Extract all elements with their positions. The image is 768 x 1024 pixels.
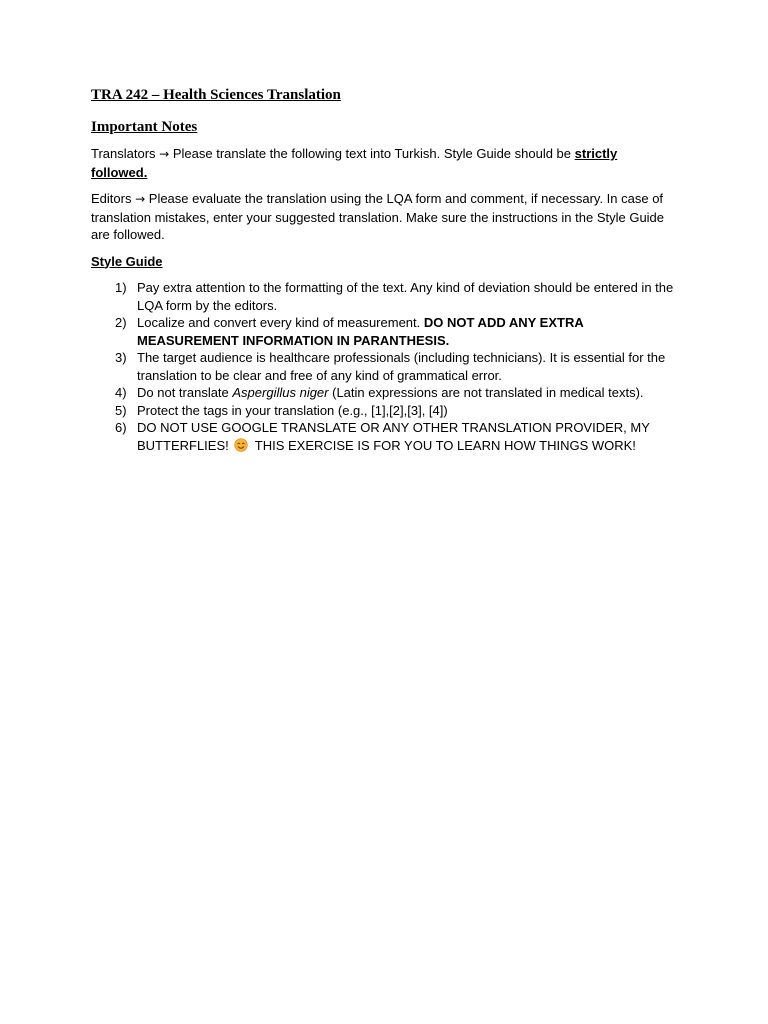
list-item (91, 349, 676, 384)
translators-label: Translators (91, 146, 156, 161)
arrow-right-icon: → (159, 147, 170, 161)
list-item (91, 402, 676, 420)
list-number: 1) (115, 280, 127, 295)
list-item-text: DO NOT USE GOOGLE TRANSLATE OR ANY OTHER TRANSLATION PROVIDER, MY BUTTERFLIES! (137, 420, 650, 453)
list-number: 5) (115, 402, 127, 418)
list-item (91, 384, 676, 402)
list-item (91, 279, 676, 314)
style-guide-list (91, 279, 676, 454)
editors-text: Please evaluate the translation using the LQA form and comment, if necessary. In case of translation mistakes, enter your suggested translation. Make sure the instructions in the Style Guide are followed. (91, 191, 665, 242)
list-item-italic: Aspergillus niger (232, 385, 329, 400)
arrow-right-icon: → (135, 192, 146, 206)
list-item (91, 314, 676, 349)
list-item-text-end: (Latin expressions are not translated in medical texts). (328, 385, 644, 400)
list-item-text: Protect the tags in your translation (e.g., [1],[2],[3], [4]) (137, 402, 448, 418)
translators-text: Please translate the following text into Turkish. Style Guide should be (169, 146, 575, 161)
emoji-face (235, 438, 248, 451)
editors-note (91, 190, 676, 244)
list-number: 2) (115, 315, 127, 330)
smiley-emoji-icon (234, 438, 248, 452)
list-item-text: Localize and convert every kind of measurement. (137, 315, 424, 330)
important-notes-heading: Important Notes (91, 119, 198, 135)
style-guide-heading: Style Guide (91, 253, 163, 269)
translators-note (91, 145, 676, 181)
list-item (91, 419, 676, 454)
translators-emphasis: strictly followed. (91, 146, 618, 180)
list-item-text: Do not translate (137, 385, 233, 400)
list-item-text: The target audience is healthcare professionals (including technicians). It is essential for the translation to be clear and free of any kind of grammatical error. (137, 350, 666, 383)
list-number: 4) (115, 385, 127, 400)
list-item-text-end: THIS EXERCISE IS FOR YOU TO LEARN HOW THINGS WORK! (254, 437, 636, 453)
list-item-text: Pay extra attention to the formatting of the text. Any kind of deviation should be entered in the LQA form by the editors. (137, 280, 674, 313)
list-number: 6) (115, 420, 127, 435)
list-number: 3) (115, 350, 127, 365)
document-page (91, 85, 676, 454)
list-item-bold: DO NOT ADD ANY EXTRA MEASUREMENT INFORMATION IN PARANTHESIS. (137, 315, 584, 348)
document-title: TRA 242 – Health Sciences Translation (91, 87, 341, 103)
editors-label: Editors (91, 191, 132, 206)
